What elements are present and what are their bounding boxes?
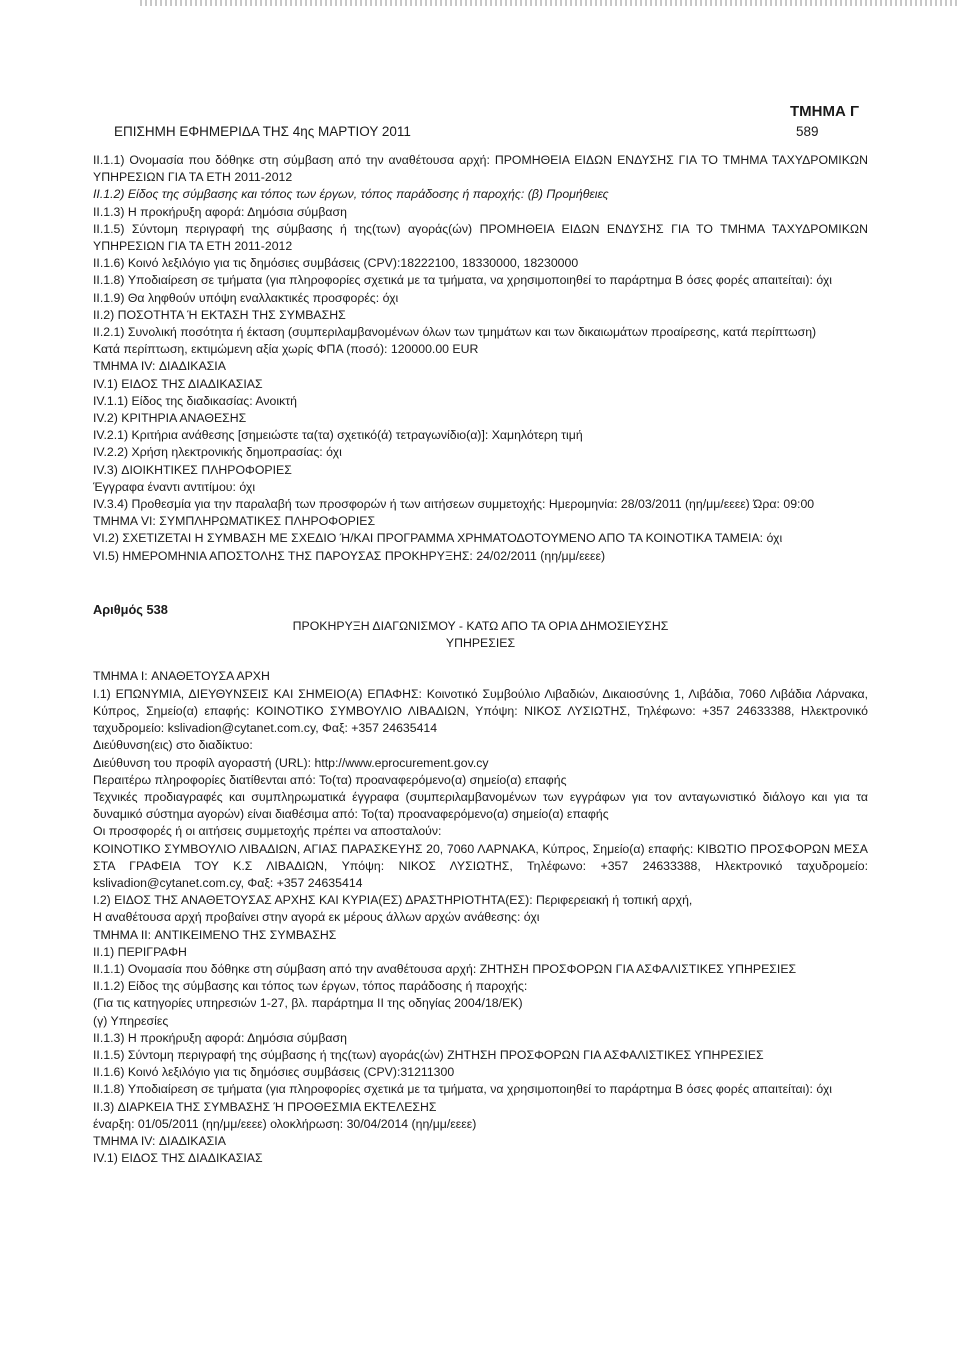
paragraph: Διεύθυνση του προφίλ αγοραστή (URL): http://www.eprocurement.gov.cy bbox=[93, 755, 489, 770]
paragraph: II.1.1) Ονομασία που δόθηκε στη σύμβαση από την αναθέτουσα αρχή: ΖΗΤΗΣΗ ΠΡΟΣΦΟΡΩΝ ΓΙΑ ΑΣΦΑΛΙΣΤΙΚΕΣ ΥΠΗΡΕΣΙΕΣ bbox=[93, 961, 797, 976]
document-body bbox=[93, 152, 868, 1167]
paragraph: ΤΜΗΜΑ II: ΑΝΤΙΚΕΙΜΕΝΟ ΤΗΣ ΣΥΜΒΑΣΗΣ bbox=[93, 927, 337, 942]
paragraph: II.1.3) Η προκήρυξη αφορά: Δημόσια σύμβαση bbox=[93, 1030, 347, 1045]
notice-number: Αριθμός 538 bbox=[93, 601, 168, 617]
notice-title: ΠΡΟΚΗΡΥΞΗ ΔΙΑΓΩΝΙΣΜΟΥ - ΚΑΤΩ ΑΠΟ ΤΑ ΟΡΙΑ ΔΗΜΟΣΙΕΥΣΗΣ bbox=[292, 619, 669, 634]
paragraph: II.1.9) Θα ληφθούν υπόψη εναλλακτικές προσφορές: όχι bbox=[93, 290, 399, 305]
paragraph: II.1.8) Υποδιαίρεση σε τμήματα (για πληροφορίες σχετικά με τα τμήματα, να χρησιμοποιηθεί το παράρτημα Β όσες φορές απαιτείται): όχι bbox=[93, 273, 833, 288]
paragraph: IV.2) ΚΡΙΤΗΡΙΑ ΑΝΑΘΕΣΗΣ bbox=[93, 411, 247, 426]
paragraph: II.1) ΠΕΡΙΓΡΑΦΗ bbox=[93, 944, 187, 959]
paragraph: IV.3.4) Προθεσμία για την παραλαβή των προσφορών ή των αιτήσεων συμμετοχής: Ημερομηνία: 28/03/2011 (ηη/μμ/εεεε) Ώρα: 09:00 bbox=[93, 497, 815, 512]
spacer bbox=[93, 565, 868, 601]
paragraph: II.3) ΔΙΑΡΚΕΙΑ ΤΗΣ ΣΥΜΒΑΣΗΣ Ή ΠΡΟΘΕΣΜΙΑ ΕΚΤΕΛΕΣΗΣ bbox=[93, 1099, 437, 1114]
paragraph: II.1.5) Σύντομη περιγραφή της σύμβασης ή της(των) αγοράς(ών) ΠΡΟΜΗΘΕΙΑ ΕΙΔΩΝ ΕΝΔΥΣΗΣ ΓΙΑ ΤΟ ΤΜΗΜΑ ΤΑΧΥΔΡΟΜΙΚΩΝ ΥΠΗΡΕΣΙΩΝ ΓΙΑ ΤΑ ΕΤΗ 2011-2012 bbox=[93, 221, 868, 254]
scan-artifact bbox=[140, 0, 960, 6]
paragraph: IV.3) ΔΙΟΙΚΗΤΙΚΕΣ ΠΛΗΡΟΦΟΡΙΕΣ bbox=[93, 462, 292, 477]
paragraph: IV.1) ΕΙΔΟΣ ΤΗΣ ΔΙΑΔΙΚΑΣΙΑΣ bbox=[93, 376, 263, 391]
paragraph: ΤΜΗΜΑ VI: ΣΥΜΠΛΗΡΩΜΑΤΙΚΕΣ ΠΛΗΡΟΦΟΡΙΕΣ bbox=[93, 514, 376, 529]
paragraph: ΤΜΗΜΑ IV: ΔΙΑΔΙΚΑΣΙΑ bbox=[93, 359, 226, 374]
paragraph: II.1.1) Ονομασία που δόθηκε στη σύμβαση από την αναθέτουσα αρχή: ΠΡΟΜΗΘΕΙΑ ΕΙΔΩΝ ΕΝΔΥΣΗΣ ΓΙΑ ΤΟ ΤΜΗΜΑ ΤΑΧΥΔΡΟΜΙΚΩΝ ΥΠΗΡΕΣΙΩΝ ΓΙΑ ΤΑ ΕΤΗ 2011-2012 bbox=[93, 153, 868, 185]
paragraph: II.1.3) Η προκήρυξη αφορά: Δημόσια σύμβαση bbox=[93, 204, 347, 219]
paragraph: II.1.2) Είδος της σύμβασης και τόπος των έργων, τόπος παράδοσης ή παροχής: bbox=[93, 979, 528, 994]
paragraph: IV.2.2) Χρήση ηλεκτρονικής δημοπρασίας: όχι bbox=[93, 445, 342, 460]
notice-subtitle: ΥΠΗΡΕΣΙΕΣ bbox=[445, 636, 516, 651]
paragraph: IV.2.1) Κριτήρια ανάθεσης [σημειώστε τα(τα) σχετικό(ά) τετραγωνίδιο(α)]: Χαμηλότερη τιμή bbox=[93, 428, 583, 443]
paragraph: VI.2) ΣΧΕΤΙΖΕΤΑΙ Η ΣΥΜΒΑΣΗ ΜΕ ΣΧΕΔΙΟ Ή/ΚΑΙ ΠΡΟΓΡΑΜΜΑ ΧΡΗΜΑΤΟΔΟΤΟΥΜΕΝΟ ΑΠΟ ΤΑ ΚΟΙΝΟΤΙΚΑ ΤΑΜΕΙΑ: όχι bbox=[93, 531, 783, 546]
paragraph: II.1.2) Είδος της σύμβασης και τόπος των έργων, τόπος παράδοσης ή παροχής: (β) Προμήθειες bbox=[93, 187, 609, 202]
paragraph: (γ) Υπηρεσίες bbox=[93, 1013, 169, 1028]
paragraph: IV.1.1) Είδος της διαδικασίας: Ανοικτή bbox=[93, 393, 297, 408]
paragraph: Έγγραφα έναντι αντιτίμου: όχι bbox=[93, 479, 256, 494]
paragraph: (Για τις κατηγορίες υπηρεσιών 1-27, βλ. παράρτημα II της οδηγίας 2004/18/ΕΚ) bbox=[93, 996, 523, 1011]
paragraph: II.1.5) Σύντομη περιγραφή της σύμβασης ή της(των) αγοράς(ών) ΖΗΤΗΣΗ ΠΡΟΣΦΟΡΩΝ ΓΙΑ ΑΣΦΑΛΙΣΤΙΚΕΣ ΥΠΗΡΕΣΙΕΣ bbox=[93, 1047, 764, 1062]
paragraph: ΚΟΙΝΟΤΙΚΟ ΣΥΜΒΟΥΛΙΟ ΛΙΒΑΔΙΩΝ, ΑΓΙΑΣ ΠΑΡΑΣΚΕΥΗΣ 20, 7060 ΛΑΡΝΑΚΑ, Κύπρος, Σημείο(α) επαφής: ΚΙΒΩΤΙΟ ΠΡΟΣΦΟΡΩΝ ΜΕΣΑ ΣΤΑ ΓΡΑΦΕΙΑ ΤΟΥ Κ.Σ ΛΙΒΑΔΙΩΝ, Υπόψη: ΝΙΚΟΣ ΛΥΣΙΩΤΗΣ, Τηλέφωνο: +357 24633388, Ηλεκτρονικό ταχυδρομείο: kslivadion@cytanet.com.cy, Φαξ: +357 24635414 bbox=[93, 841, 868, 890]
paragraph: έναρξη: 01/05/2011 (ηη/μμ/εεεε) ολοκλήρωση: 30/04/2014 (ηη/μμ/εεεε) bbox=[93, 1116, 477, 1131]
paragraph: II.2) ΠΟΣΟΤΗΤΑ Ή ΕΚΤΑΣΗ ΤΗΣ ΣΥΜΒΑΣΗΣ bbox=[93, 307, 346, 322]
paragraph: II.1.8) Υποδιαίρεση σε τμήματα (για πληροφορίες σχετικά με τα τμήματα, να χρησιμοποιηθεί το παράρτημα Β όσες φορές απαιτείται): όχι bbox=[93, 1082, 833, 1097]
journal-title: ΕΠΙΣΗΜΗ ΕΦΗΜΕΡΙΔΑ ΤΗΣ 4ης ΜΑΡΤΙΟΥ 2011 bbox=[114, 124, 411, 139]
paragraph: VI.5) ΗΜΕΡΟΜΗΝΙΑ ΑΠΟΣΤΟΛΗΣ ΤΗΣ ΠΑΡΟΥΣΑΣ ΠΡΟΚΗΡΥΞΗΣ: 24/02/2011 (ηη/μμ/εεεε) bbox=[93, 548, 606, 563]
page-number: 589 bbox=[796, 124, 819, 139]
paragraph: II.1.6) Κοινό λεξιλόγιο για τις δημόσιες συμβάσεις (CPV):31211300 bbox=[93, 1065, 455, 1080]
paragraph: IV.1) ΕΙΔΟΣ ΤΗΣ ΔΙΑΔΙΚΑΣΙΑΣ bbox=[93, 1151, 263, 1166]
paragraph: II.1.6) Κοινό λεξιλόγιο για τις δημόσιες συμβάσεις (CPV):18222100, 18330000, 18230000 bbox=[93, 256, 579, 271]
paragraph: Περαιτέρω πληροφορίες διατίθενται από: Το(τα) προαναφερόμενο(α) σημείο(α) επαφής bbox=[93, 772, 567, 787]
paragraph: ΤΜΗΜΑ IV: ΔΙΑΔΙΚΑΣΙΑ bbox=[93, 1133, 226, 1148]
spacer bbox=[93, 652, 868, 668]
paragraph: Η αναθέτουσα αρχή προβαίνει στην αγορά εκ μέρους άλλων αρχών ανάθεσης: όχι bbox=[93, 910, 540, 925]
paragraph: II.2.1) Συνολική ποσότητα ή έκταση (συμπεριλαμβανομένων όλων των τμημάτων και των δικαιωμάτων προαίρεσης, κατά περίπτωση) bbox=[93, 325, 817, 340]
paragraph: Κατά περίπτωση, εκτιμώμενη αξία χωρίς ΦΠΑ (ποσό): 120000.00 EUR bbox=[93, 342, 479, 357]
paragraph: Διεύθυνση(εις) στο διαδίκτυο: bbox=[93, 738, 253, 753]
paragraph: Τεχνικές προδιαγραφές και συμπληρωματικά έγγραφα (συμπεριλαμβανομένων των εγγράφων για τον ανταγωνιστικό διάλογο και για τα δυναμικό σύστημα αγορών) είναι διαθέσιμα από: Το(τα) προαναφερόμενο(α) σημείο(α) επαφής bbox=[93, 789, 868, 822]
paragraph: ΤΜΗΜΑ I: ΑΝΑΘΕΤΟΥΣΑ ΑΡΧΗ bbox=[93, 669, 270, 684]
paragraph: I.1) ΕΠΩΝΥΜΙΑ, ΔΙΕΥΘΥΝΣΕΙΣ ΚΑΙ ΣΗΜΕΙΟ(Α) ΕΠΑΦΗΣ: Κοινοτικό Συμβούλιο Λιβαδιών, Δικαιοσύνης 1, Λιβάδια, 7060 Λιβάδια Λάρνακα, Κύπρος, Σημείο(α) επαφής: ΚΟΙΝΟΤΙΚΟ ΣΥΜΒΟΥΛΙΟ ΛΙΒΑΔΙΩΝ, Υπόψη: ΝΙΚΟΣ ΛΥΣΙΩΤΗΣ, Τηλέφωνο: +357 24633388, Ηλεκτρονικό ταχυδρομείο: kslivadion@cytanet.com.cy, Φαξ: +357 24635414 bbox=[93, 686, 868, 736]
section-label: ΤΜΗΜΑ Γ bbox=[790, 103, 860, 120]
paragraph: Οι προσφορές ή οι αιτήσεις συμμετοχής πρέπει να αποσταλούν: bbox=[93, 824, 442, 839]
paragraph: I.2) ΕΙΔΟΣ ΤΗΣ ΑΝΑΘΕΤΟΥΣΑΣ ΑΡΧΗΣ ΚΑΙ ΚΥΡΙΑ(ΕΣ) ΔΡΑΣΤΗΡΙΟΤΗΤΑ(ΕΣ): Περιφερειακή ή τοπική αρχή, bbox=[93, 893, 693, 908]
